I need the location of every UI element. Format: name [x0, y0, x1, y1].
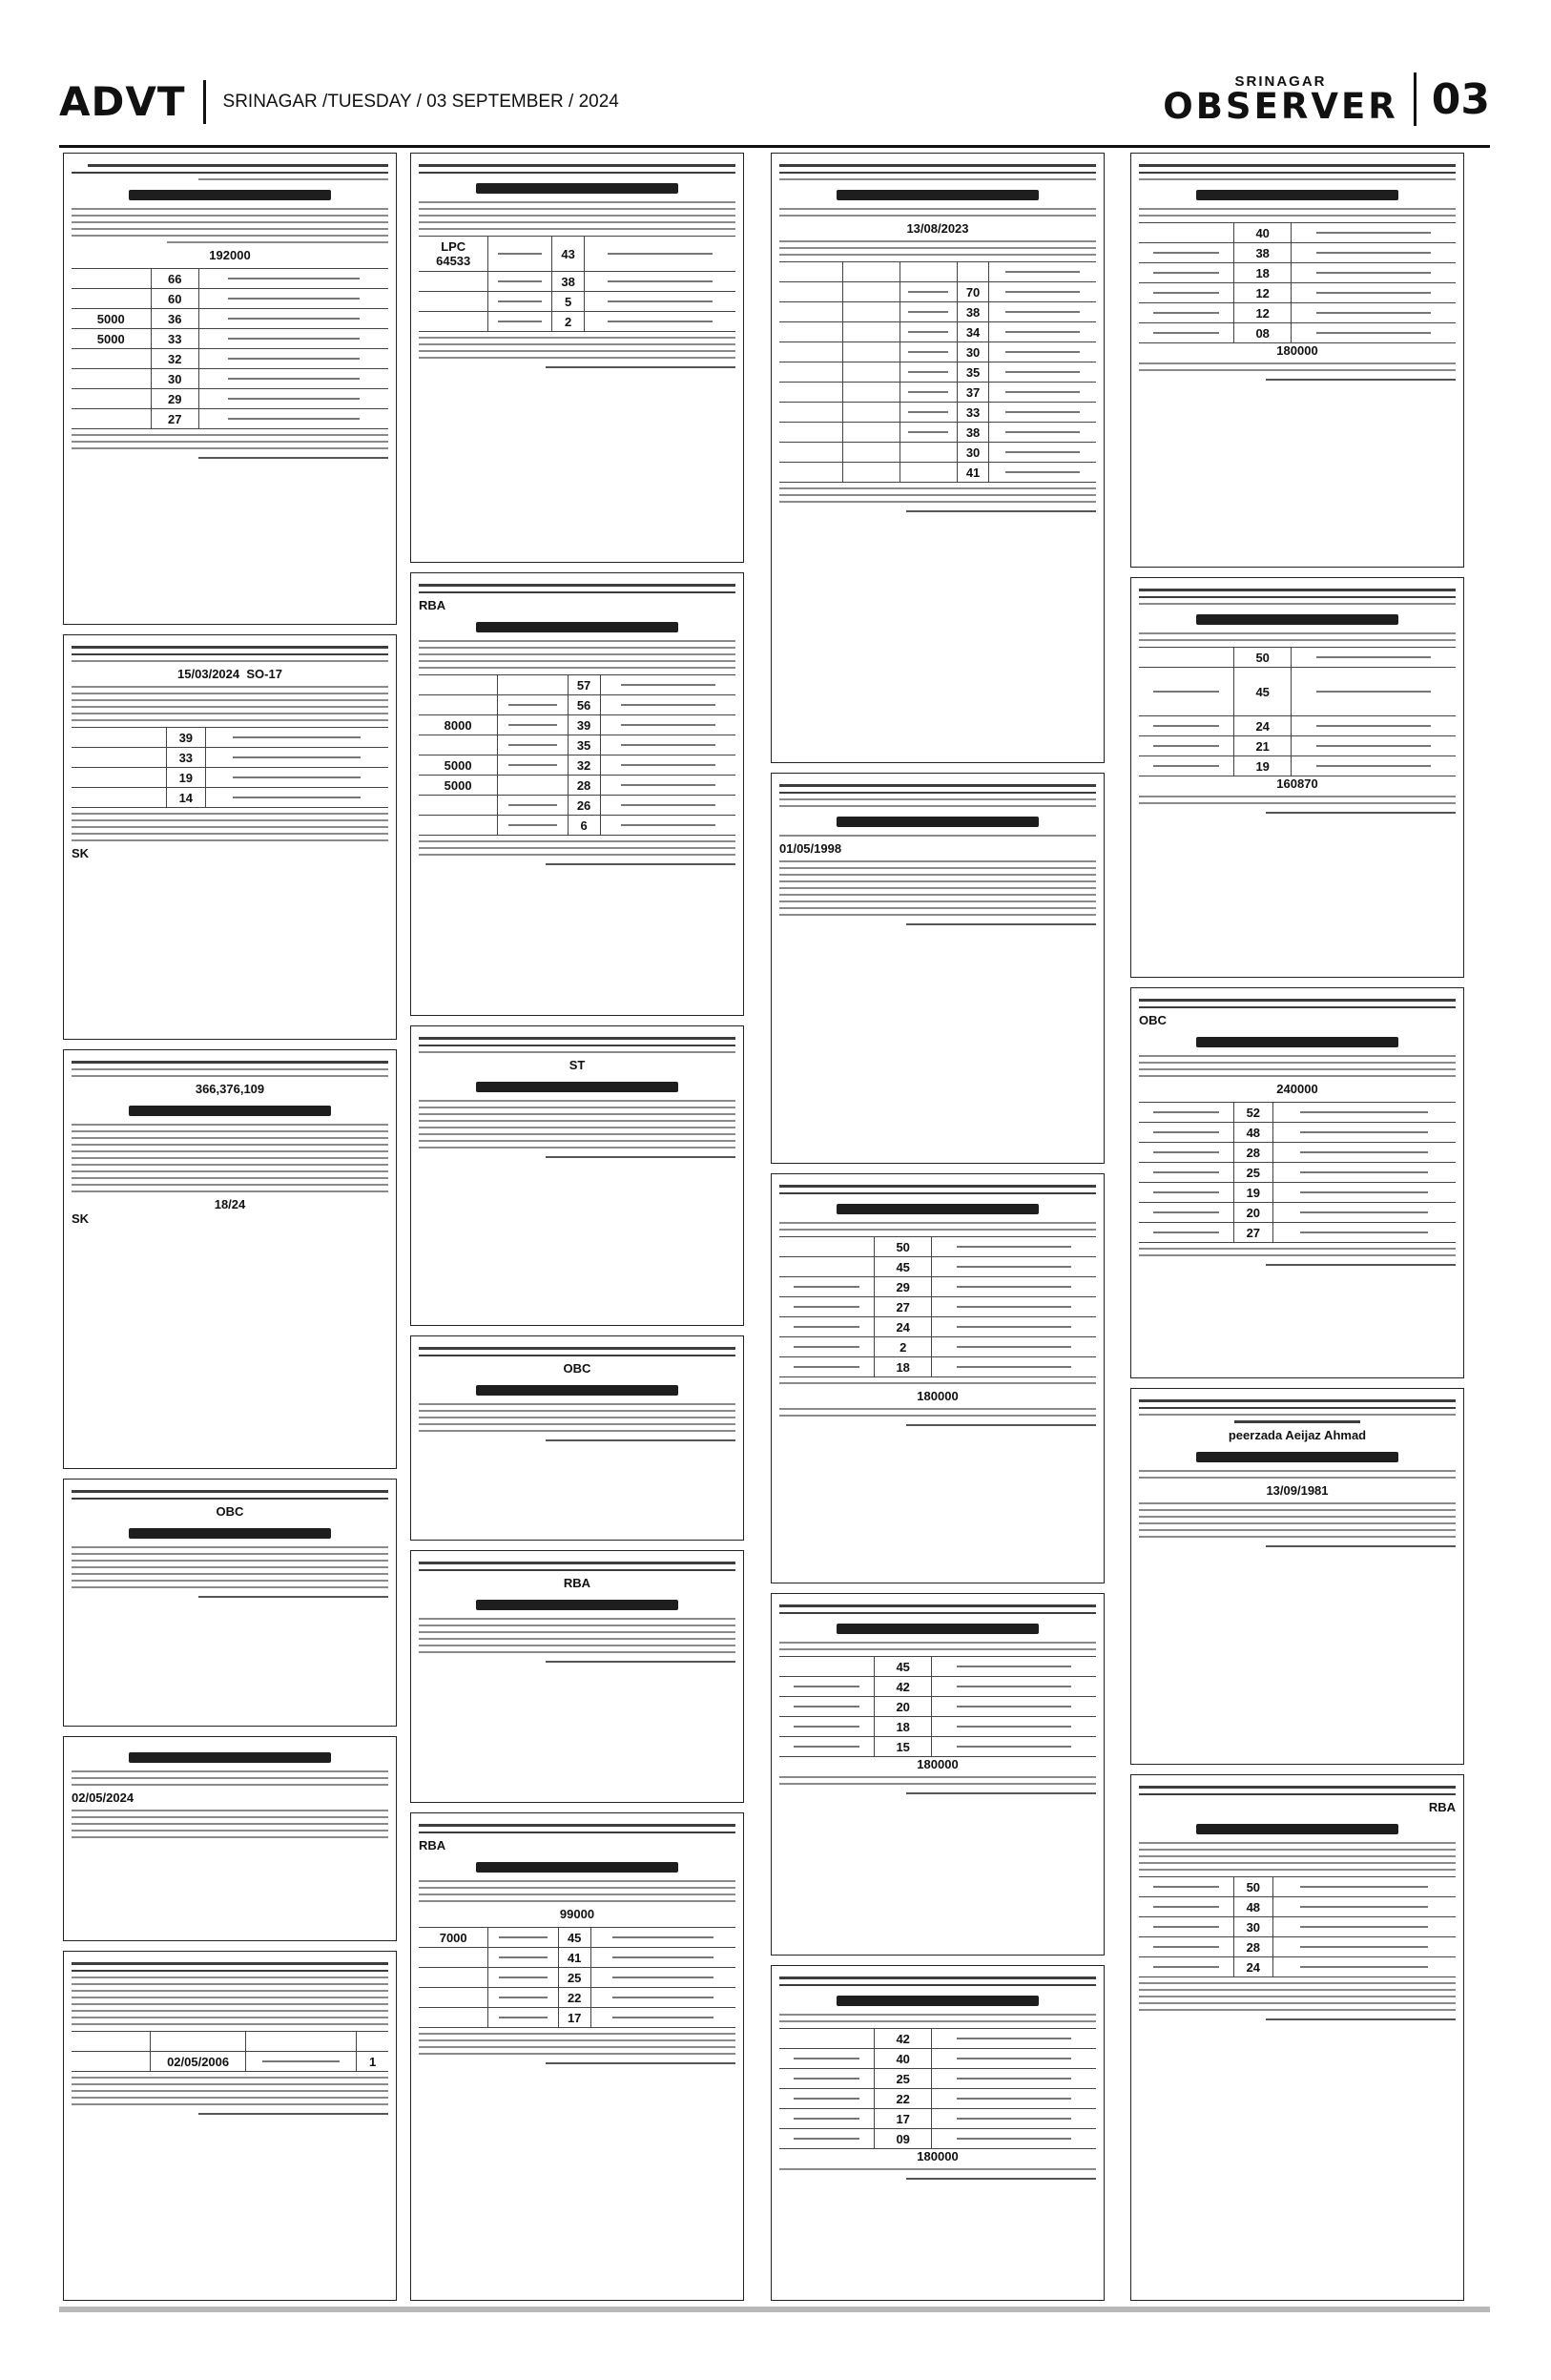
notice-heading: [837, 1204, 1040, 1214]
notice-text: [72, 164, 388, 180]
notice-tag: OBC: [1139, 1013, 1167, 1027]
notice-heading: [129, 1106, 332, 1116]
notice-tag: RBA: [1428, 1800, 1456, 1814]
notice: [410, 1335, 744, 1541]
notice-heading: [476, 1600, 679, 1610]
notice-amount: 180000: [917, 1389, 959, 1403]
notice-heading: [1196, 1824, 1399, 1834]
notice-heading: [129, 1752, 332, 1763]
notice: [63, 1951, 397, 2301]
notice-table: 50 48 30 28 24: [1139, 1876, 1456, 1977]
notice-heading: [837, 190, 1040, 200]
column-2: [410, 153, 744, 2301]
notice-date: 13/08/2023: [906, 221, 969, 236]
notice: [410, 1025, 744, 1326]
masthead-divider: [203, 80, 206, 124]
notice: [771, 1593, 1105, 1956]
masthead-right: [1163, 72, 1490, 126]
notice-table: 70 38 34 30 35 37 33 38 30 41: [779, 261, 1096, 483]
notice-table: 52 48 28 25 19 20 27: [1139, 1102, 1456, 1243]
notice-heading: [837, 1624, 1040, 1634]
notice-table: 39 33 19 14: [72, 727, 388, 808]
notice-heading: [1196, 190, 1399, 200]
notice-heading: [1196, 1037, 1399, 1047]
column-4: [1130, 153, 1464, 2301]
brand-name: OBSERVER: [1163, 86, 1398, 127]
notice-amount: 192000: [209, 248, 251, 262]
notice: [410, 153, 744, 563]
notice-heading: [476, 1082, 679, 1092]
notice-date: 02/05/2024: [72, 1790, 134, 1805]
column-3: [771, 153, 1105, 2301]
newspaper-logo: [1163, 73, 1398, 127]
notice-table: LPC 64533 43 38 5 2: [419, 236, 735, 332]
notice-heading: [476, 183, 679, 194]
notice: [63, 1736, 397, 1941]
notice-tag: SK: [72, 846, 90, 860]
notice-tag: SK: [72, 1211, 90, 1226]
column-1: [63, 153, 397, 2301]
top-rule: [59, 145, 1490, 148]
notice-heading: [1196, 614, 1399, 625]
dateline: SRINAGAR /TUESDAY / 03 SEPTEMBER / 2024: [222, 91, 619, 112]
notice-amount: 180000: [1276, 343, 1318, 358]
notice-heading: [1196, 1452, 1399, 1462]
notice: [63, 1479, 397, 1727]
notice: [1130, 1774, 1464, 2301]
notice-heading: [129, 1528, 332, 1539]
notice-amount: 180000: [917, 2149, 959, 2163]
notice: [410, 1550, 744, 1803]
notice: [410, 572, 744, 1016]
notice-tag: OBC: [563, 1361, 591, 1376]
notice: [63, 1049, 397, 1469]
notice-amount: 99000: [559, 1907, 595, 1921]
notice-tag: RBA: [563, 1576, 591, 1590]
masthead-divider: [1414, 72, 1417, 126]
section-title: ADVT: [59, 78, 186, 125]
notice: [1130, 153, 1464, 568]
notice: [771, 153, 1105, 763]
brand-city: SRINAGAR: [1234, 73, 1327, 90]
notice: [771, 1965, 1105, 2301]
notice: [410, 1812, 744, 2301]
notice-heading: [476, 622, 679, 632]
notice: [771, 773, 1105, 1164]
notice-heading: [837, 817, 1040, 827]
signature-line: [198, 457, 388, 459]
notice-heading: [129, 190, 332, 200]
notice-heading: [476, 1862, 679, 1873]
notice-tag: ST: [569, 1058, 586, 1072]
notice-table: 40 38 18 12 12 08: [1139, 222, 1456, 343]
applicant-name: peerzada Aeijaz Ahmad: [1228, 1427, 1367, 1442]
notice-table: 02/05/2006 1: [72, 2031, 388, 2072]
notice-table: 50 45 24 21 19: [1139, 647, 1456, 776]
notice-amount: 180000: [917, 1757, 959, 1771]
notice: [1130, 577, 1464, 978]
notice-tag: RBA: [419, 1838, 446, 1852]
notice-heading: [837, 1996, 1040, 2006]
notice-table: 50 45 29 27 24 2 18: [779, 1236, 1096, 1377]
masthead: [59, 69, 1490, 139]
notice-table: 45 42 20 18 15: [779, 1656, 1096, 1757]
notice-table: 66 60 5000 36 5000 33 32 30 29 27: [72, 268, 388, 429]
bottom-rule: [59, 2307, 1490, 2312]
notice: [771, 1173, 1105, 1583]
notice: [1130, 1388, 1464, 1765]
notice-body: [72, 208, 388, 243]
notice-table: 7000 45 41 25 22 17: [419, 1927, 735, 2028]
notice-heading: [476, 1385, 679, 1396]
notice: [63, 153, 397, 625]
page-number: 03: [1431, 74, 1490, 124]
notice-tag: RBA: [419, 598, 446, 612]
notice-date: 01/05/1998: [779, 841, 842, 856]
notice-date: 13/09/1981: [1266, 1482, 1329, 1498]
notice-amount: 160870: [1276, 776, 1318, 791]
notice: [1130, 987, 1464, 1378]
notice-table: 57 56 8000 39 35 5000 32 5000 28 26 6: [419, 674, 735, 836]
notice-number: 366,376,109: [195, 1081, 265, 1096]
notice-tag: OBC: [216, 1504, 244, 1519]
notice-ref: 15/03/2024 SO-17: [177, 667, 282, 681]
notice-date: 18/24: [214, 1196, 246, 1211]
notice-amount: 240000: [1276, 1082, 1318, 1096]
notice-table: 42 40 25 22 17 09: [779, 2028, 1096, 2149]
masthead-left: [59, 78, 619, 125]
notice: [63, 634, 397, 1040]
